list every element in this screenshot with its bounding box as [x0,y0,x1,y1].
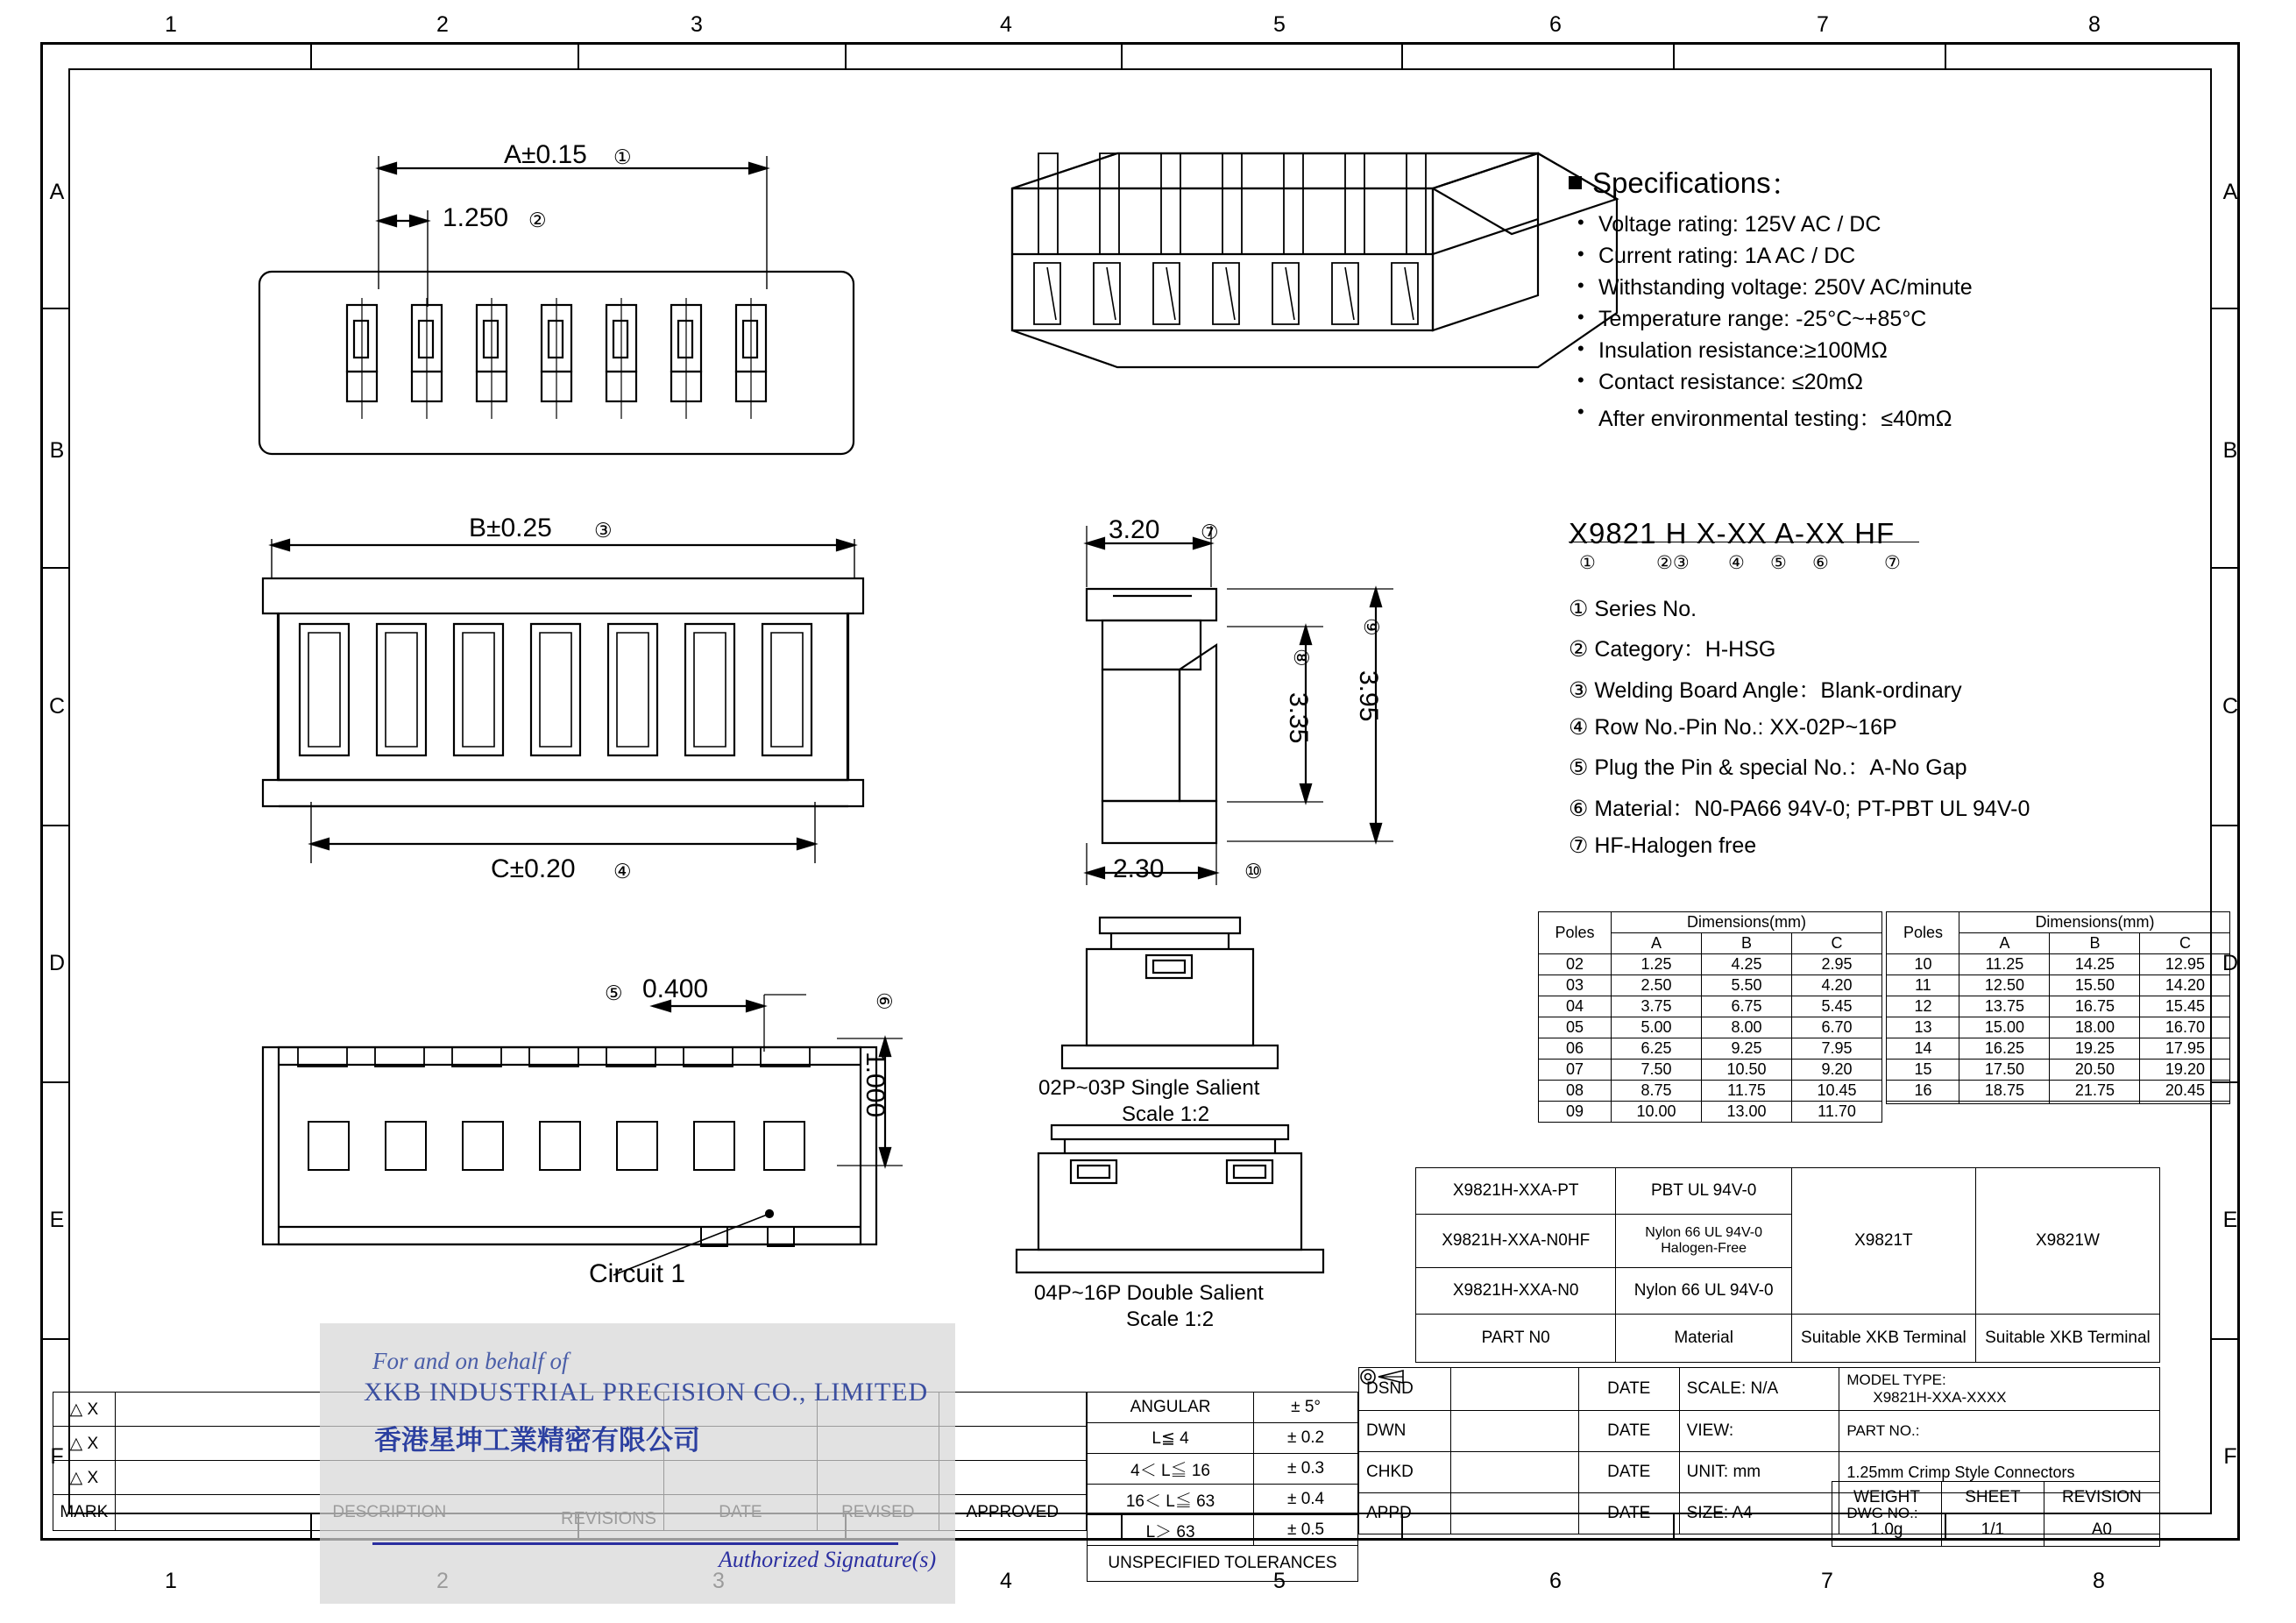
tolerance-title: UNSPECIFIED TOLERANCES [1088,1546,1358,1582]
table-row [1088,1393,1358,1423]
cell-a: 17.50 [1959,1060,2050,1081]
model-type-label: MODEL TYPE: [1846,1371,1946,1388]
dim-a-label: A±0.15 [504,140,587,169]
partcode-marker: ⑦ [1884,553,1901,573]
cell-tol-value: ± 0.5 [1254,1515,1358,1546]
cell-a: 2.50 [1612,975,1702,996]
zone-col-4-bottom: 4 [1000,1569,1012,1593]
cell-b: 5.50 [1702,975,1792,996]
dim-table-header-poles: Poles [1887,912,1959,954]
cell-tol-range: 4＜ L≦ 16 [1088,1454,1254,1485]
cell-b: 18.00 [2050,1017,2140,1038]
zone-row-a-left: A [49,180,65,204]
zone-col-6-top: 6 [1549,12,1562,37]
table-row [1832,1482,2160,1514]
cell-poles: 05 [1539,1017,1612,1038]
cell-c: 5.45 [1792,996,1882,1017]
zone-col-1-bottom: 1 [165,1569,177,1593]
role-dwn: DWN [1359,1411,1451,1452]
dim-335-label: 3.35 [1284,692,1313,744]
part-no-cell [1839,1411,2160,1452]
cell-a: 15.00 [1959,1017,2050,1038]
partcode-legend-item: ① Series No. [1569,597,1697,621]
cell-c: 15.45 [2140,996,2230,1017]
table-row [1088,1423,1358,1454]
zone-col-1-top: 1 [165,12,177,37]
cell-c: 4.20 [1792,975,1882,996]
cell-b: 10.50 [1702,1060,1792,1081]
table-row [1539,1081,1882,1102]
dim-1250-number: ② [528,209,547,231]
unit-cell: UNIT: mm [1679,1452,1839,1493]
cell-material: PBT UL 94V-0 [1616,1168,1792,1215]
role-chkd: CHKD [1359,1452,1451,1493]
zone-col-4-top: 4 [1000,12,1012,37]
table-row [1416,1168,2160,1215]
sheet-label: SHEET [1942,1482,2044,1514]
partcode-marker: ②③ [1656,553,1690,573]
zone-row-b-left: B [49,438,65,463]
cell-a: 11.25 [1959,954,2050,975]
table-row [1539,954,1882,975]
cell-footer-terminal-2: Suitable XKB Terminal [1975,1315,2159,1363]
cell-a: 13.75 [1959,996,2050,1017]
zone-row-b-right: B [2222,438,2238,463]
table-row [1539,996,1882,1017]
cell-poles: 04 [1539,996,1612,1017]
cell-poles: 14 [1887,1038,1959,1060]
dim-table-header-dims: Dimensions(mm) [1612,912,1882,933]
cell-b: 19.25 [2050,1038,2140,1060]
zone-col-7-top: 7 [1817,12,1829,37]
table-row [1088,1546,1358,1582]
stamp-line-1: For and on behalf of [372,1348,569,1374]
dim-b-number: ③ [594,519,613,542]
zone-row-f-right: F [2223,1444,2237,1469]
dimensions-table-left [1538,911,1882,1123]
cell-poles: 13 [1887,1017,1959,1038]
specifications-block [1569,162,2208,439]
cell-tol-value: ± 0.4 [1254,1485,1358,1515]
dim-table-header-dims: Dimensions(mm) [1959,912,2230,933]
name-chkd [1450,1452,1578,1493]
view-label: VIEW: [1686,1421,1734,1440]
dim-table-col-b: B [1702,933,1792,954]
name-appd [1450,1493,1578,1534]
cell-a: 10.00 [1612,1102,1702,1123]
table-row [1887,1060,2230,1081]
tolerance-block [1087,1392,1358,1582]
cell-poles: 15 [1887,1060,1959,1081]
table-row [1359,1411,2160,1452]
cell-c: 11.70 [1792,1102,1882,1123]
dim-table-col-c: C [2140,933,2230,954]
dim-table-col-c: C [1792,933,1882,954]
date-dwn: DATE [1578,1411,1679,1452]
part-material-table [1415,1167,2160,1363]
cell-tol-range: L≦ 4 [1088,1423,1254,1454]
spec-item: • Current rating: 1A AC / DC [1598,244,2208,269]
table-row [1887,1038,2230,1060]
spec-item: • Insulation resistance:≥100MΩ [1598,338,2208,364]
cell-poles: 12 [1887,996,1959,1017]
cell-c: 16.70 [2140,1017,2230,1038]
view-single-salient-label: 02P~03P Single Salient [1038,1076,1260,1100]
dim-a-number: ① [613,145,632,168]
specifications-title: Specifications [1592,166,1771,199]
cell-a: 8.75 [1612,1081,1702,1102]
table-row [1887,954,2230,975]
partcode-legend-item: ⑦ HF-Halogen free [1569,833,1757,858]
spec-item: • After environmental testing：≤40mΩ [1598,401,2208,433]
specifications-colon: ： [1770,168,1800,201]
cell-a: 18.75 [1959,1081,2050,1102]
model-type-cell [1839,1368,2160,1411]
zone-row-a-right: A [2222,180,2238,204]
zone-col-7-bottom: 7 [1821,1569,1833,1593]
dim-c-number: ④ [613,860,632,882]
cell-material: Nylon 66 UL 94V-0 Halogen-Free [1616,1215,1792,1268]
revision-label: REVISION [2044,1482,2159,1514]
dim-230-number: ⑩ [1244,860,1263,882]
header-mark: MARK [53,1495,116,1531]
partcode-legend-item: ④ Row No.-Pin No.: XX-02P~16P [1569,715,1897,740]
dim-1000-label: 1.000 [861,1052,889,1118]
cell-part-no: X9821H-XXA-N0 [1416,1268,1616,1315]
cell-b: 11.75 [1702,1081,1792,1102]
cell-c: 20.45 [2140,1081,2230,1102]
size-cell: SIZE: A4 [1679,1493,1839,1534]
cell-poles: 09 [1539,1102,1612,1123]
cell-b: 8.00 [1702,1017,1792,1038]
cell-part-no: X9821H-XXA-N0HF [1416,1215,1616,1268]
cell-a: 5.00 [1612,1017,1702,1038]
zone-row-e-right: E [2222,1208,2238,1232]
zone-row-d-right: D [2222,951,2239,975]
cell-c: 19.20 [2140,1060,2230,1081]
dim-b-label: B±0.25 [469,514,552,542]
dim-230-label: 2.30 [1113,854,1165,883]
cell-c: 6.70 [1792,1017,1882,1038]
table-row [1539,1060,1882,1081]
cell-terminal-2: X9821W [1975,1168,2159,1315]
scale-cell: SCALE: N/A [1679,1368,1839,1411]
zone-row-c-right: C [2222,694,2239,719]
spec-item: • Voltage rating: 125V AC / DC [1598,212,2208,237]
zone-col-3-top: 3 [691,12,703,37]
cell-b: 9.25 [1702,1038,1792,1060]
dim-table-col-a: A [1612,933,1702,954]
cell-c: 10.45 [1792,1081,1882,1102]
partcode-legend-item: ③ Welding Board Angle：Blank-ordinary [1569,678,1962,703]
cell-tol-range: ANGULAR [1088,1393,1254,1423]
cell-approved [939,1427,1086,1461]
cell-poles: 11 [1887,975,1959,996]
cell-tol-value: ± 0.2 [1254,1423,1358,1454]
dwg-no-cell: DWG NO.: [1839,1493,2160,1534]
partcode-string: X9821 H X-XX A-XX HF [1569,517,1896,549]
cell-tol-value: ± 5° [1254,1393,1358,1423]
dimensions-tables [1538,911,2230,1123]
stamp-divider [372,1542,898,1545]
table-row [1088,1454,1358,1485]
dim-320-number: ⑦ [1201,521,1219,543]
cell-tol-range: L＞ 63 [1088,1515,1254,1546]
table-row [1088,1515,1358,1546]
sheet-value: 1/1 [1942,1514,2044,1547]
stamp-line-2: XKB INDUSTRIAL PRECISION CO., LIMITED [364,1378,929,1407]
table-row [1359,1368,2160,1411]
partcode-legend-item: ② Category：H-HSG [1569,637,1776,662]
cell-terminal-1: X9821T [1791,1168,1975,1315]
dim-1000-number: ⑥ [873,992,896,1010]
cell-footer-part: PART N0 [1416,1315,1616,1363]
date-dsnd: DATE [1578,1368,1679,1411]
partcode-legend-item: ⑥ Material：N0-PA66 94V-0; PT-PBT UL 94V-0 [1569,797,2030,821]
view-double-salient-label: 04P~16P Double Salient [1034,1281,1264,1305]
zone-row-e-left: E [49,1208,65,1232]
cell-c: 7.95 [1792,1038,1882,1060]
date-appd: DATE [1578,1493,1679,1534]
zone-col-5-top: 5 [1273,12,1286,37]
model-type-value: X9821H-XXA-XXXX [1873,1389,2007,1406]
cell-material: Nylon 66 UL 94V-0 [1616,1268,1792,1315]
cell-footer-terminal-1: Suitable XKB Terminal [1791,1315,1975,1363]
cell-b: 14.25 [2050,954,2140,975]
cell-c: 14.20 [2140,975,2230,996]
cell-poles: 02 [1539,954,1612,975]
cell-c: 2.95 [1792,954,1882,975]
table-row [1832,1514,2160,1547]
cell-approved [939,1461,1086,1495]
authorized-signature-stamp [320,1323,955,1604]
cell-poles: 03 [1539,975,1612,996]
dim-table-col-b: B [2050,933,2140,954]
dimensions-table-right [1886,911,2230,1104]
cell-b: 21.75 [2050,1081,2140,1102]
cell-b: 13.00 [1702,1102,1792,1123]
cell-b: 16.75 [2050,996,2140,1017]
dim-table-col-a: A [1959,933,2050,954]
weight-value: 1.0g [1832,1514,1942,1547]
spec-item: • Withstanding voltage: 250V AC/minute [1598,275,2208,301]
cell-a: 7.50 [1612,1060,1702,1081]
table-row [1887,1081,2230,1102]
cell-c: 17.95 [2140,1038,2230,1060]
dim-335-number: ⑧ [1290,648,1313,667]
view-single-salient-scale: Scale 1:2 [1122,1102,1210,1126]
cell-poles: 08 [1539,1081,1612,1102]
zone-col-5-bottom: 5 [1273,1569,1286,1593]
table-row [1539,1038,1882,1060]
spec-item: • Temperature range: -25°C~+85°C [1598,307,2208,332]
cell-tol-value: ± 0.3 [1254,1454,1358,1485]
dim-0400-label: 0.400 [642,975,709,1003]
revision-value: A0 [2044,1514,2159,1547]
stamp-line-3: 香港星坤工業精密有限公司 [374,1425,700,1456]
spec-item: • Contact resistance: ≤20mΩ [1598,370,2208,395]
cell-approved [939,1393,1086,1427]
cell-mark: △ X [53,1461,116,1495]
bullet-square-icon [1569,176,1582,189]
cell-c: 12.95 [2140,954,2230,975]
part-no-value: 1.25mm Crimp Style Connectors [1839,1452,2160,1493]
zone-col-8-bottom: 8 [2093,1569,2105,1593]
cell-a: 1.25 [1612,954,1702,975]
partcode-legend-item: ⑤ Plug the Pin & special No.：A-No Gap [1569,755,1967,780]
table-row [1539,975,1882,996]
cell-b: 4.25 [1702,954,1792,975]
circuit-1-label: Circuit 1 [589,1259,686,1288]
partcode-marker: ⑥ [1812,553,1829,573]
table-row [1416,1315,2160,1363]
zone-row-d-left: D [48,951,66,975]
cell-poles: 16 [1887,1081,1959,1102]
cell-part-no: X9821H-XXA-PT [1416,1168,1616,1215]
role-dsnd: DSND [1359,1368,1451,1411]
dim-395-label: 3.95 [1354,670,1383,722]
partcode-marker: ④ [1728,553,1745,573]
table-row [1539,1017,1882,1038]
view-cell [1679,1411,1839,1452]
zone-col-2-top: 2 [436,12,449,37]
table-row [1539,1102,1882,1123]
table-row [1887,996,2230,1017]
date-chkd: DATE [1578,1452,1679,1493]
cell-poles: 07 [1539,1060,1612,1081]
dim-1250-label: 1.250 [443,203,509,232]
cell-tol-range: 16＜ L≦ 63 [1088,1485,1254,1515]
cell-mark: △ X [53,1427,116,1461]
dim-395-number: ⑨ [1360,618,1383,636]
dim-0400-number: ⑤ [605,982,623,1004]
cell-c: 9.20 [1792,1060,1882,1081]
cell-poles: 10 [1887,954,1959,975]
stamp-line-4: Authorized Signature(s) [719,1547,937,1572]
view-double-salient-scale: Scale 1:2 [1126,1308,1215,1331]
cell-a: 12.50 [1959,975,2050,996]
zone-row-f-left: F [50,1444,64,1469]
name-dsnd [1450,1368,1578,1411]
partcode-block [1569,517,2217,859]
weight-label: WEIGHT [1832,1482,1942,1514]
dim-c-label: C±0.20 [491,854,576,883]
cell-a: 16.25 [1959,1038,2050,1060]
cell-a: 6.25 [1612,1038,1702,1060]
cell-footer-material: Material [1616,1315,1792,1363]
name-dwn [1450,1411,1578,1452]
cell-b: 6.75 [1702,996,1792,1017]
cell-poles: 06 [1539,1038,1612,1060]
dim-320-label: 3.20 [1109,515,1160,544]
role-appd: APPD [1359,1493,1451,1534]
cell-mark: △ X [53,1393,116,1427]
zone-col-6-bottom: 6 [1549,1569,1562,1593]
dim-table-header-poles: Poles [1539,912,1612,954]
cell-b: 15.50 [2050,975,2140,996]
zone-col-8-top: 8 [2088,12,2101,37]
header-approved: APPROVED [939,1495,1086,1531]
cell-b: 20.50 [2050,1060,2140,1081]
table-row [1887,975,2230,996]
part-no-label: PART NO.: [1846,1422,1920,1439]
cell-a: 3.75 [1612,996,1702,1017]
partcode-marker: ⑤ [1770,553,1787,573]
table-row [1088,1485,1358,1515]
table-row [1887,1017,2230,1038]
weight-sheet-revision-block [1832,1481,2160,1547]
zone-row-c-left: C [48,694,66,719]
partcode-marker: ① [1579,553,1596,573]
